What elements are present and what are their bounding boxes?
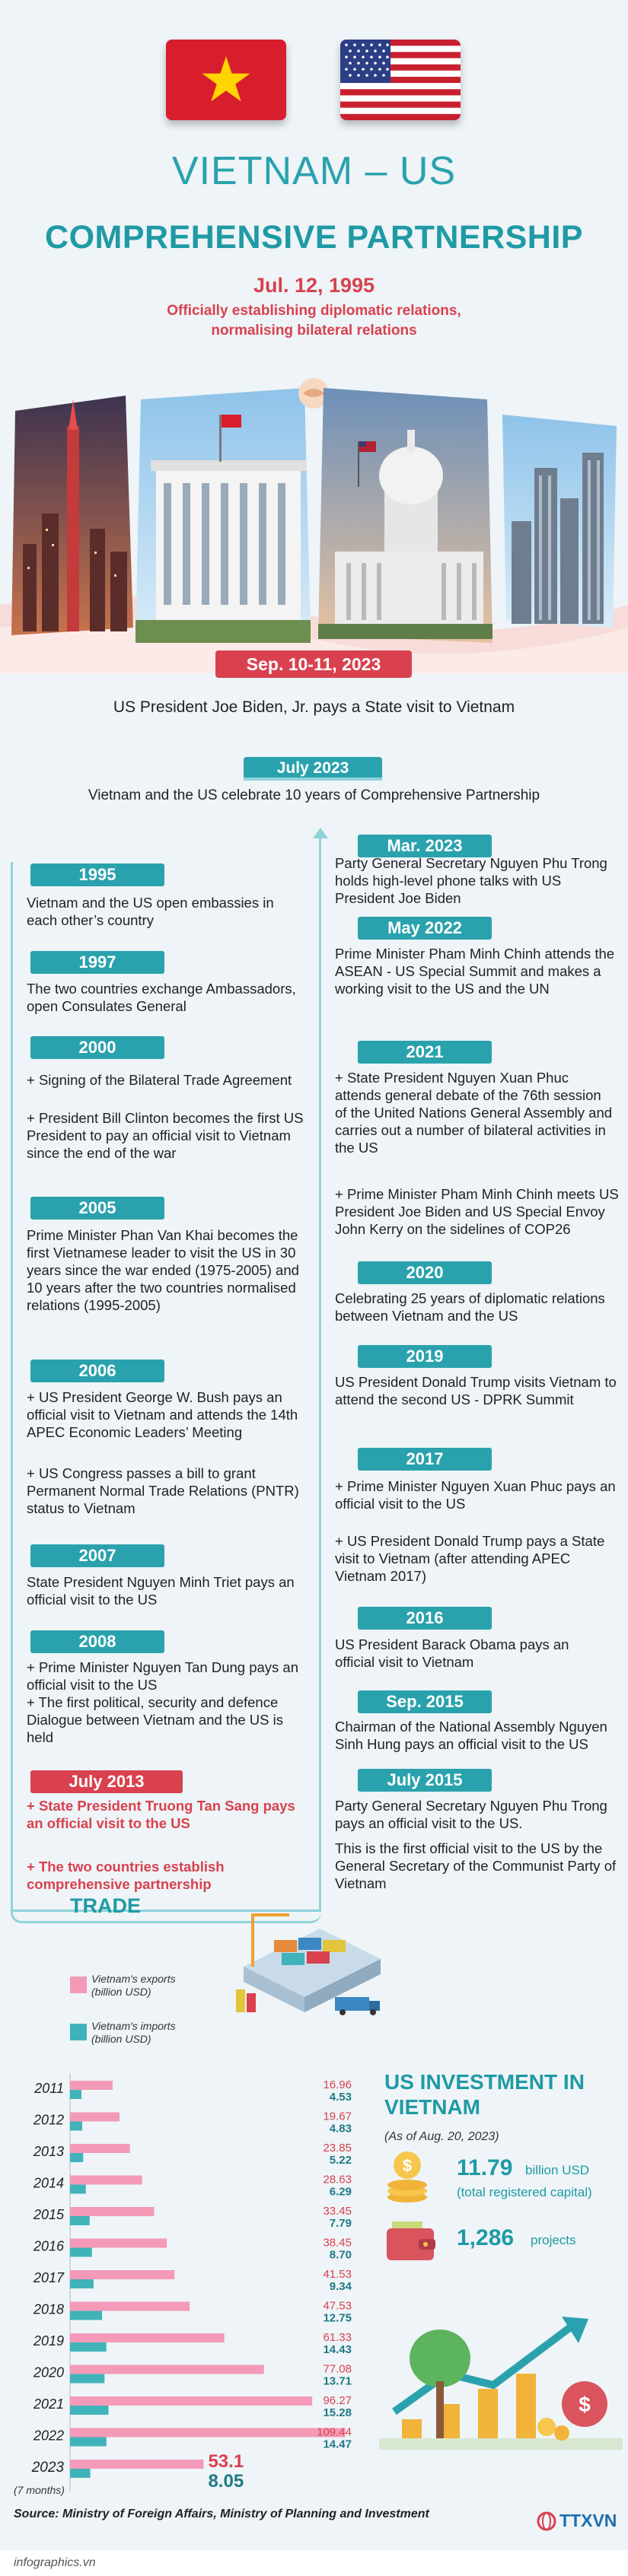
import-bar <box>70 2406 108 2415</box>
export-value-label: 33.45 <box>323 2205 352 2218</box>
year-badge-2006: 2006 <box>30 1360 164 1382</box>
import-bar <box>70 2185 86 2194</box>
year-label: 2014 <box>33 2175 64 2191</box>
year-badge-2019: 2019 <box>358 1345 492 1368</box>
establishment-date: Jul. 12, 1995 <box>253 274 375 297</box>
event-2020: Celebrating 25 years of diplomatic relations between Vietnam and the US <box>335 1290 605 1324</box>
import-value-label: 8.70 <box>329 2248 352 2262</box>
import-bar <box>70 2342 107 2352</box>
year-badge-2021: 2021 <box>358 1041 492 1064</box>
event-2021-b: + Prime Minister Pham Minh Chinh meets US President Joe Biden and US Special Envoy John Kerry on the sidelines of COP26 <box>335 1186 619 1237</box>
export-value-label: 16.96 <box>323 2078 352 2091</box>
import-value-label: 6.29 <box>329 2185 352 2199</box>
anniversary-text: Vietnam and the US celebrate 10 years of Comprehensive Partnership <box>88 787 540 803</box>
event-2000-b: + President Bill Clinton becomes the first US President to pay an official visit to Vietnam since the end of the war <box>27 1110 304 1161</box>
export-value-label: 61.33 <box>323 2331 352 2344</box>
vietnam-flag <box>166 40 286 120</box>
import-bar <box>70 2122 82 2131</box>
year-badge-2000: 2000 <box>30 1036 164 1059</box>
export-value-label: 96.27 <box>323 2394 352 2407</box>
year-label: 2017 <box>33 2270 64 2285</box>
import-value-label: 4.83 <box>329 2122 352 2136</box>
year-badge-july-2013: July 2013 <box>30 1770 183 1793</box>
year-label: 2018 <box>33 2301 64 2317</box>
year-badge-july-2015: July 2015 <box>358 1769 492 1792</box>
title-line-1: VIETNAM – US <box>171 149 457 193</box>
investment-date: (As of Aug. 20, 2023) <box>384 2130 499 2143</box>
wallet-icon <box>384 2218 438 2263</box>
capital-note: (total registered capital) <box>457 2185 592 2199</box>
legend-exports-swatch <box>70 1977 87 1993</box>
import-bar <box>70 2216 90 2225</box>
year-badge-2007: 2007 <box>30 1544 164 1567</box>
event-2013-b: + The two countries establish comprehensive partnership <box>27 1859 225 1892</box>
event-1997: The two countries exchange Ambassadors, open Consulates General <box>27 981 296 1014</box>
export-value-label: 53.1 <box>208 2451 244 2472</box>
import-bar <box>70 2090 81 2099</box>
export-bar <box>70 2396 312 2406</box>
year-label: 2019 <box>33 2333 64 2349</box>
export-value-label: 28.63 <box>323 2173 352 2186</box>
import-value-label: 8.05 <box>208 2471 244 2492</box>
capital-unit: billion USD <box>525 2163 590 2177</box>
landmark-illustration <box>0 354 628 673</box>
event-2013-a: + State President Truong Tan Sang pays an official visit to the US <box>27 1798 295 1831</box>
year-label: 2012 <box>33 2112 64 2128</box>
year-badge-2017: 2017 <box>358 1448 492 1471</box>
import-value-label: 13.71 <box>323 2374 352 2388</box>
event-mar-2023: Party General Secretary Nguyen Phu Trong holds high-level phone talks with US President Joe Biden <box>335 855 607 906</box>
state-visit-date-badge: Sep. 10-11, 2023 <box>215 650 412 678</box>
anniversary-date-badge: July 2023 <box>244 757 382 780</box>
year-label: 2013 <box>33 2144 64 2159</box>
year-badge-may-2022: May 2022 <box>358 917 492 940</box>
year-label: 2021 <box>33 2396 64 2412</box>
note-2023-months: (7 months) <box>14 2484 65 2496</box>
year-badge-mar-2023: Mar. 2023 <box>358 835 492 857</box>
year-badge-2020: 2020 <box>358 1261 492 1284</box>
export-bar <box>70 2081 113 2090</box>
event-2008-b: + The first political, security and defence Dialogue between Vietnam and the US is held <box>27 1694 283 1745</box>
event-2000-a: + Signing of the Bilateral Trade Agreement <box>27 1072 292 1088</box>
export-bar <box>70 2176 142 2185</box>
export-bar <box>70 2207 155 2216</box>
export-bar <box>70 2428 346 2438</box>
export-bar <box>70 2460 203 2469</box>
year-badge-2008: 2008 <box>30 1630 164 1653</box>
export-value-label: 38.45 <box>323 2236 352 2250</box>
import-value-label: 4.53 <box>329 2091 352 2104</box>
import-bar <box>70 2374 104 2384</box>
export-bar <box>70 2270 174 2279</box>
year-badge-1995: 1995 <box>30 863 164 886</box>
money-coins-icon <box>384 2147 430 2204</box>
event-2005: Prime Minister Phan Van Khai becomes the first Vietnamese leader to visit the US in 30 years since the war ended (1975-2005) and 10 years after the two countries normalised relations (1995-2005) <box>27 1227 299 1313</box>
ttxvn-logo <box>537 2511 617 2531</box>
projects-value: 1,286 <box>457 2225 515 2250</box>
event-2019: US President Donald Trump visits Vietnam to attend the second US - DPRK Summit <box>335 1374 617 1407</box>
export-bar <box>70 2365 264 2374</box>
event-2017-b: + US President Donald Trump pays a State visit to Vietnam (after attending APEC Vietnam 2017) <box>335 1533 605 1584</box>
export-bar <box>70 2144 130 2153</box>
timeline-arrow-icon <box>313 828 328 838</box>
establishment-subtitle: Officially establishing diplomatic relations, normalising bilateral relations <box>167 303 461 339</box>
import-bar <box>70 2279 94 2288</box>
year-label: 2023 <box>31 2460 64 2476</box>
trade-title: TRADE <box>70 1894 141 1917</box>
investment-growth-illustration <box>379 2282 623 2488</box>
event-may-2022: Prime Minister Pham Minh Chinh attends the ASEAN - US Special Summit and makes a working visit to the US and the UN <box>335 946 615 997</box>
export-bar <box>70 2239 167 2248</box>
event-sep-2015: Chairman of the National Assembly Nguyen Sinh Hung pays an official visit to the US <box>335 1719 607 1752</box>
event-2006-a: + US President George W. Bush pays an official visit to Vietnam and attends the 14th APEC Economic Leaders’ Meeting <box>27 1389 298 1440</box>
event-2007: State President Nguyen Minh Triet pays an official visit to the US <box>27 1574 295 1608</box>
title-line-2: COMPREHENSIVE PARTNERSHIP <box>45 219 583 256</box>
year-label: 2022 <box>33 2428 64 2444</box>
import-bar <box>70 2248 92 2257</box>
legend-imports-label: Vietnam's imports (billion USD) <box>91 2020 176 2045</box>
svg-text:$: $ <box>402 2156 413 2175</box>
event-2008-a: + Prime Minister Nguyen Tan Dung pays an official visit to the US <box>27 1659 298 1693</box>
anniversary-underline <box>244 778 382 781</box>
trade-bar-chart <box>0 2073 365 2499</box>
event-july-2015-b: This is the first official visit to the US by the General Secretary of the Communist Party of Vietnam <box>335 1840 617 1891</box>
site-name: infographics.vn <box>14 2556 96 2569</box>
year-label: 2015 <box>33 2207 64 2222</box>
year-badge-sep-2015: Sep. 2015 <box>358 1690 492 1713</box>
export-value-label: 109.44 <box>317 2425 352 2439</box>
shipping-illustration <box>228 1898 392 2039</box>
event-2006-b: + US Congress passes a bill to grant Permanent Normal Trade Relations (PNTR) status to Vietnam <box>27 1465 299 1516</box>
event-july-2015-a: Party General Secretary Nguyen Phu Trong pays an official visit to the US. <box>335 1798 607 1831</box>
legend-exports-label: Vietnam's exports (billion USD) <box>91 1973 176 1998</box>
import-value-label: 15.28 <box>323 2406 352 2419</box>
export-bar <box>70 2113 120 2122</box>
export-bar <box>70 2333 225 2342</box>
event-2016: US President Barack Obama pays an official visit to Vietnam <box>335 1636 569 1670</box>
import-bar <box>70 2438 107 2447</box>
year-label: 2016 <box>33 2238 64 2254</box>
import-bar <box>70 2469 91 2478</box>
timeline-center-line <box>319 837 321 1912</box>
event-2017-a: + Prime Minister Nguyen Xuan Phuc pays an official visit to the US <box>335 1478 616 1512</box>
event-2021-a: + State President Nguyen Xuan Phuc attends general debate of the 76th session of the United Nations General Assembly and carries out a number of bilateral activities in the US <box>335 1070 613 1156</box>
import-value-label: 5.22 <box>329 2154 352 2167</box>
export-value-label: 41.53 <box>323 2268 352 2281</box>
year-badge-2016: 2016 <box>358 1607 492 1630</box>
legend-imports-swatch <box>70 2024 87 2040</box>
export-bar <box>70 2302 190 2311</box>
us-flag <box>340 40 461 120</box>
event-1995: Vietnam and the US open embassies in each other’s country <box>27 895 274 928</box>
import-value-label: 14.43 <box>323 2343 352 2356</box>
import-bar <box>70 2153 83 2162</box>
export-value-label: 23.85 <box>323 2142 352 2155</box>
import-value-label: 7.79 <box>329 2217 352 2230</box>
import-value-label: 14.47 <box>323 2438 352 2451</box>
export-value-label: 19.67 <box>323 2110 352 2123</box>
globe-icon <box>537 2511 556 2531</box>
year-badge-2005: 2005 <box>30 1197 164 1220</box>
state-visit-text: US President Joe Biden, Jr. pays a State visit to Vietnam <box>113 698 515 716</box>
capital-value: 11.79 <box>457 2155 513 2180</box>
year-badge-1997: 1997 <box>30 951 164 974</box>
investment-title: US INVESTMENT IN VIETNAM <box>384 2070 585 2119</box>
year-label: 2011 <box>34 2081 64 2096</box>
logo-text: TTXVN <box>559 2511 617 2530</box>
svg-text:$: $ <box>579 2393 591 2416</box>
export-value-label: 77.08 <box>323 2362 352 2376</box>
source-note: Source: Ministry of Foreign Affairs, Ministry of Planning and Investment <box>14 2508 429 2520</box>
export-value-label: 47.53 <box>323 2299 352 2313</box>
import-value-label: 9.34 <box>329 2280 352 2293</box>
year-label: 2020 <box>33 2365 64 2380</box>
import-bar <box>70 2311 102 2320</box>
import-value-label: 12.75 <box>323 2311 352 2325</box>
projects-unit: projects <box>531 2233 576 2247</box>
